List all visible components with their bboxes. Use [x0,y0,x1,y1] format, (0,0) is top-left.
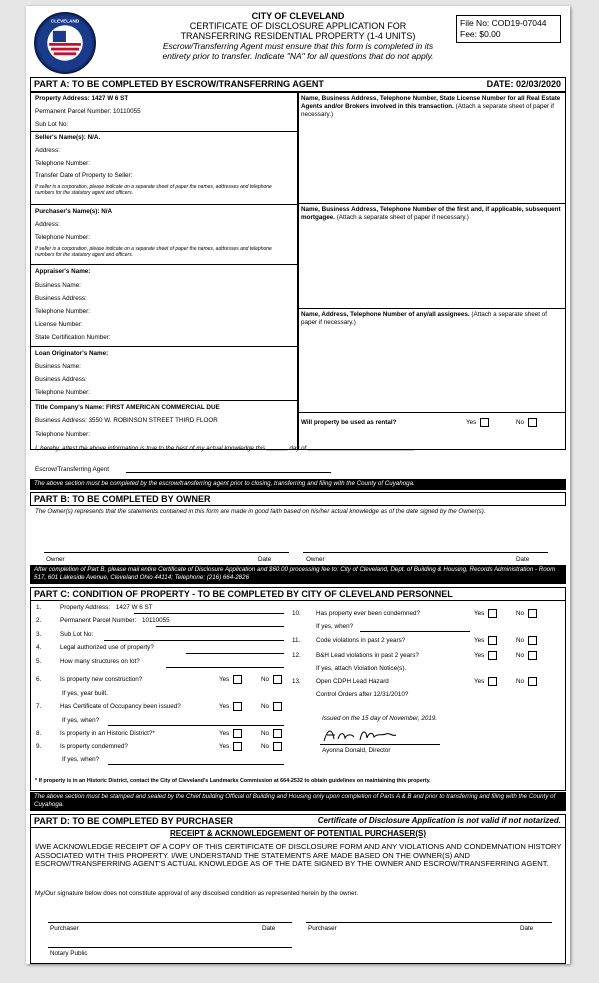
rental-no-checkbox[interactable] [528,418,537,427]
c-sublot [36,631,93,638]
no-label: No [516,637,525,645]
owner-statement: The Owner(s) represents that the statements contained in this form are made in good faith based on his/her actual knowledge as of the date signed by the Owner(s). [35,508,486,515]
purchaser-date-label-1: Date [262,925,276,932]
c11-yes [474,636,497,645]
divider [30,346,298,347]
director-signature [322,726,402,744]
c10-yes [474,609,497,618]
header-note-1: Escrow/Transferring Agent must ensure that this form is completed in its [162,41,434,51]
c-cdph [292,678,389,685]
owner-signature-line-1[interactable] [44,552,289,553]
seller-address: Address: [35,147,60,154]
agents-brokers-field [301,95,563,119]
transfer-date: Transfer Date of Property to Seller: [35,172,133,179]
c-cdph-label: Open CDPH Lead Hazard [316,678,389,685]
c-certificate-label: Has Certificate of Occupancy been issued? [60,703,181,710]
c12-yes-checkbox[interactable] [488,651,497,660]
item-number: 5. [36,658,42,665]
appraiser-name: Appraiser's Name: [35,268,91,275]
owner-label-1: Owner [46,556,65,563]
c12-no [516,651,537,660]
yes-label: Yes [219,743,230,751]
no-label: No [261,676,270,684]
rental-yes-checkbox[interactable] [480,418,489,427]
notary-label: Notary Public [50,950,88,957]
c13-yes-checkbox[interactable] [488,677,497,686]
owner-signature-line-2[interactable] [303,552,548,553]
field-line [186,653,284,654]
header-title-1: CERTIFICATE OF DISCLOSURE APPLICATION FOR [189,21,407,31]
field-line [108,764,284,765]
c-historic-label: Is property in an Historic District?* [60,730,155,737]
item-number: 8. [36,730,42,737]
parcel-number: Permanent Parcel Number: 10110055 [35,108,141,115]
no-label: No [516,652,525,660]
field-line [108,725,284,726]
part-b-footer: After completion of Part B, please mail entire Certificate of Disclosure Application and $60.00 processing fee to: City of Cleveland, Dept. of Building & Housing, Records Administration - Room 517, 601 Lakeside Avenue, Cleveland Ohio 44114; Telephone: (216) 664-2826 [30,565,566,584]
c-property-address-value: 1427 W 6 ST [115,604,153,611]
c-new-construction [36,676,142,683]
divider [298,203,566,204]
c7-yes [219,702,242,711]
header-note-2: entirety prior to transfer. Indicate "NA" for all questions that do not apply. [162,51,434,61]
c-legal-use [36,644,154,651]
issued-date: Issued on the 15 day of November, 2019. [322,715,438,722]
field-line [156,626,284,627]
c11-yes-checkbox[interactable] [488,636,497,645]
loan-originator: Loan Originator's Name: [35,350,109,357]
part-a-header [30,77,566,92]
no-label: No [261,743,270,751]
purchaser-signature-line-1[interactable] [48,922,292,923]
appraiser-telephone: Telephone Number: [35,308,90,315]
part-c-title: PART C: CONDITION OF PROPERTY - TO BE COMPLETED BY CITY OF CLEVELAND PERSONNEL [34,589,453,599]
part-d-title: PART D: TO BE COMPLETED BY PURCHASER [34,816,234,826]
header-city: CITY OF CLEVELAND [251,11,345,21]
c6-no [261,675,282,684]
c10-yes-checkbox[interactable] [488,609,497,618]
purchaser-telephone: Telephone Number: [35,234,90,241]
part-b-header [30,492,566,506]
yes-label: Yes [474,652,485,660]
title-company-telephone: Telephone Number: [35,431,90,438]
notarize-warning: Certificate of Disclosure Application is not valid if not notarized. [317,816,561,825]
c-structures [36,658,140,665]
rental-yes [466,418,489,427]
part-c-footer: The above section must be stamped and sealed by the Chief building Official of Building and Housing only upon completion of Parts A & B and prior to transferring and filing with the County of Cuyahoga. [30,792,566,811]
seller-telephone: Telephone Number: [35,160,90,167]
no-label: No [516,610,525,618]
rental-no-label: No [516,419,525,427]
yes-label: Yes [474,610,485,618]
signature-note: My/Our signature below does not constitute approval of any discolsed condition as represented herein by the owner. [35,890,359,897]
c10-no-checkbox[interactable] [528,609,537,618]
item-number: 1. [36,604,42,611]
item-number: 7. [36,703,42,710]
c12-yes [474,651,497,660]
appraiser-business-name: Business Name: [35,282,81,289]
c-property-address [36,604,153,611]
yes-label: Yes [474,678,485,686]
historic-note: * If property is in an Historic District, contact the City of Cleveland's Landmarks Commission at 664-2532 to obtain guidelines on maintaining this property. [35,778,431,784]
c-condemned-label: Is property condemned? [60,743,128,750]
no-label: No [261,703,270,711]
item-number: 13. [292,678,301,685]
owner-date-label-2: Date [516,556,530,563]
divider [298,308,566,309]
c13-yes [474,677,497,686]
c-new-construction-label: Is property new construction? [60,676,143,683]
c13-no-checkbox[interactable] [528,677,537,686]
c-parcel-value: 10110055 [142,617,170,624]
c-lead-violations [292,652,419,659]
divider [298,412,566,413]
c-parcel [36,617,170,624]
appraiser-business-address: Business Address: [35,295,87,302]
part-b-title: PART B: TO BE COMPLETED BY OWNER [34,494,211,504]
seller-name: Seller's Name(s): N/A. [35,134,101,141]
divider [30,400,298,401]
title-company: Title Company's Name: FIRST AMERICAN COMMERCIAL DUE [35,404,220,411]
agents-brokers-note: (Attach a separate sheet of paper if necessary.) [301,103,555,118]
c11-no-checkbox[interactable] [528,636,537,645]
item-number: 4. [36,644,42,651]
divider [30,131,298,132]
agents-brokers-label: Name, Business Address, Telephone Number, State License Number for all Real Estate Agents and/or Brokers involved in this transaction. [301,95,561,110]
field-line [166,667,284,668]
purchaser-label-1: Purchaser [50,925,79,932]
item-number: 9. [36,743,42,750]
purchaser-date-label-2: Date [520,925,534,932]
no-label: No [516,678,525,686]
field-line [104,640,284,641]
c6-yes [219,675,242,684]
c9-yes [219,742,242,751]
c-code-violations [292,637,405,644]
c-historic [36,730,155,737]
c7-no [261,702,282,711]
c-year-built: If yes, year built. [62,690,108,697]
attestation: I, hereby, attest the above information is true to the best of my actual knowledge this ______ day of _______________________________ [35,445,415,452]
agent-signature-label: Escrow/Transferring Agent [35,466,109,473]
c9-yes-checkbox[interactable] [233,742,242,751]
part-a-footer: The above section must be completed by the escrow/transferring agent prior to closing, transferring and filing with the County of Cuyahoga. [30,479,566,490]
document-sheet [26,6,570,964]
part-a-title: PART A: TO BE COMPLETED BY ESCROW/TRANSFERRING AGENT [34,79,324,89]
item-number: 6. [36,676,42,683]
seller-corp-note: If seller is a corporation, please indicate on a separate sheet of paper the names, addresses and telephone numbers for the statutory agent and officers. [35,184,272,196]
c-certificate [36,703,181,710]
loan-business-address: Business Address: [35,376,87,383]
svg-text:CLEVELAND: CLEVELAND [50,18,80,24]
part-a-date: DATE: 02/03/2020 [486,79,561,89]
yes-label: Yes [219,676,230,684]
c12-attach: If yes, attach Violation Notice(s). [316,665,407,672]
mortgagee-field [301,206,563,222]
notary-signature-line[interactable] [48,947,292,948]
c-parcel-label: Permanent Parcel Number: [60,617,137,624]
c-lead-violations-label: B&H Lead violations in past 2 years? [316,652,419,659]
purchaser-address: Address: [35,221,60,228]
fee: Fee: $0.00 [460,29,501,39]
part-c-header [30,587,566,601]
file-number-box [456,15,561,43]
owner-date-label-1: Date [258,556,272,563]
agent-signature-line[interactable] [126,472,331,473]
purchaser-name: Purchaser's Name(s): N/A [35,208,113,215]
property-address: Property Address: 1427 W 6 ST [35,95,129,102]
director-name: Ayonna Donald, Director [322,747,391,754]
header-title-2: TRANSFERRING RESIDENTIAL PROPERTY (1-4 UNITS) [180,31,416,41]
part-d-header [30,814,566,828]
c9-no [261,742,282,751]
c-condemned [36,743,128,750]
field-line [360,631,470,632]
loan-business-name: Business Name: [35,363,81,370]
c8-no [261,729,282,738]
c9-when: If yes, when? [62,756,100,763]
part-c-panel [30,601,566,791]
item-number: 11. [292,637,301,644]
yes-label: Yes [474,637,485,645]
receipt-title: RECEIPT & ACKNOWLEDGEMENT OF POTENTIAL PURCHASER(S) [169,829,426,838]
c8-no-checkbox[interactable] [273,729,282,738]
c6-yes-checkbox[interactable] [233,675,242,684]
c-ever-condemned-label: Has property ever been condemned? [316,610,420,617]
file-number: File No: COD19-07044 [460,18,547,28]
c8-yes-checkbox[interactable] [233,729,242,738]
divider [30,204,298,205]
director-signature-line [320,744,440,745]
acknowledgement: I/WE ACKNOWLEDGE RECEIPT OF A COPY OF THIS CERTIFICATE OF DISCLOSURE FORM AND ANY VIOLATIONS AND CONDEMNATION HISTORY ASSOCIATED WITH THIS PROPERTY. I/WE UNDERSTAND THE STATEMENTS ARE MADE BASED ON THE OWNER(S) AND ESCROW/TRANSFERRING AGENT'S ACTUAL KNOWLEDGE AS OF THE DATE SIGNED BY THE OWNER AND ESCROW/TRANSFERRING AGENT. [35,842,562,868]
c-code-violations-label: Code violations in past 2 years? [316,637,406,644]
owner-label-2: Owner [306,556,325,563]
c7-yes-checkbox[interactable] [233,702,242,711]
purchaser-label-2: Purchaser [308,925,337,932]
assignees-note: (Attach a separate sheet of paper if necessary.) [301,311,548,326]
c-property-address-label: Property Address: [60,604,111,611]
c-ever-condemned [292,610,420,617]
loan-telephone: Telephone Number: [35,389,90,396]
c6-no-checkbox[interactable] [273,675,282,684]
field-line [134,613,284,614]
c-legal-use-label: Legal authorized use of property? [60,644,154,651]
c10-no [516,609,537,618]
c11-no [516,636,537,645]
mortgagee-note: (Attach a separate sheet of paper if necessary.) [336,214,469,221]
c8-yes [219,729,242,738]
assignees-label: Name, Address, Telephone Number of any/all assignees. [301,311,470,318]
c13-control: Control Orders after 12/31/2010? [316,691,409,698]
no-label: No [261,730,270,738]
purchaser-corp-note: If seller is a corporation, please indicate on a separate sheet of paper the names, addresses and telephone numbers for the statutory agent and officers. [35,246,272,258]
yes-label: Yes [219,703,230,711]
assignees-field [301,311,563,327]
divider [30,264,298,265]
sublot: Sub Lot No: [35,121,69,128]
c-structures-label: How many structures on lot? [60,658,140,665]
item-number: 12. [292,652,301,659]
rental-question: Will property be used as rental? [301,419,397,426]
purchaser-signature-line-2[interactable] [306,922,552,923]
item-number: 2. [36,617,42,624]
c-sublot-label: Sub Lot No: [60,631,94,638]
rental-no [516,418,537,427]
mortgagee-label: Name, Business Address, Telephone Number of the first and, if applicable, subsequent mortgagee. [301,206,561,221]
c12-no-checkbox[interactable] [528,651,537,660]
c9-no-checkbox[interactable] [273,742,282,751]
yes-label: Yes [219,730,230,738]
c13-no [516,677,537,686]
item-number: 3. [36,631,42,638]
c10-when: If yes, when? [316,623,354,630]
c7-when: If yes, when? [62,717,100,724]
title-company-address: Business Address: 3550 W. ROBINSON STREET THIRD FLOOR [35,417,218,424]
appraiser-state-cert: State Certification Number: [35,334,111,341]
rental-yes-label: Yes [466,419,477,427]
item-number: 10. [292,610,301,617]
appraiser-license: License Number: [35,321,83,328]
part-a-right-panel [298,92,566,450]
c7-no-checkbox[interactable] [273,702,282,711]
